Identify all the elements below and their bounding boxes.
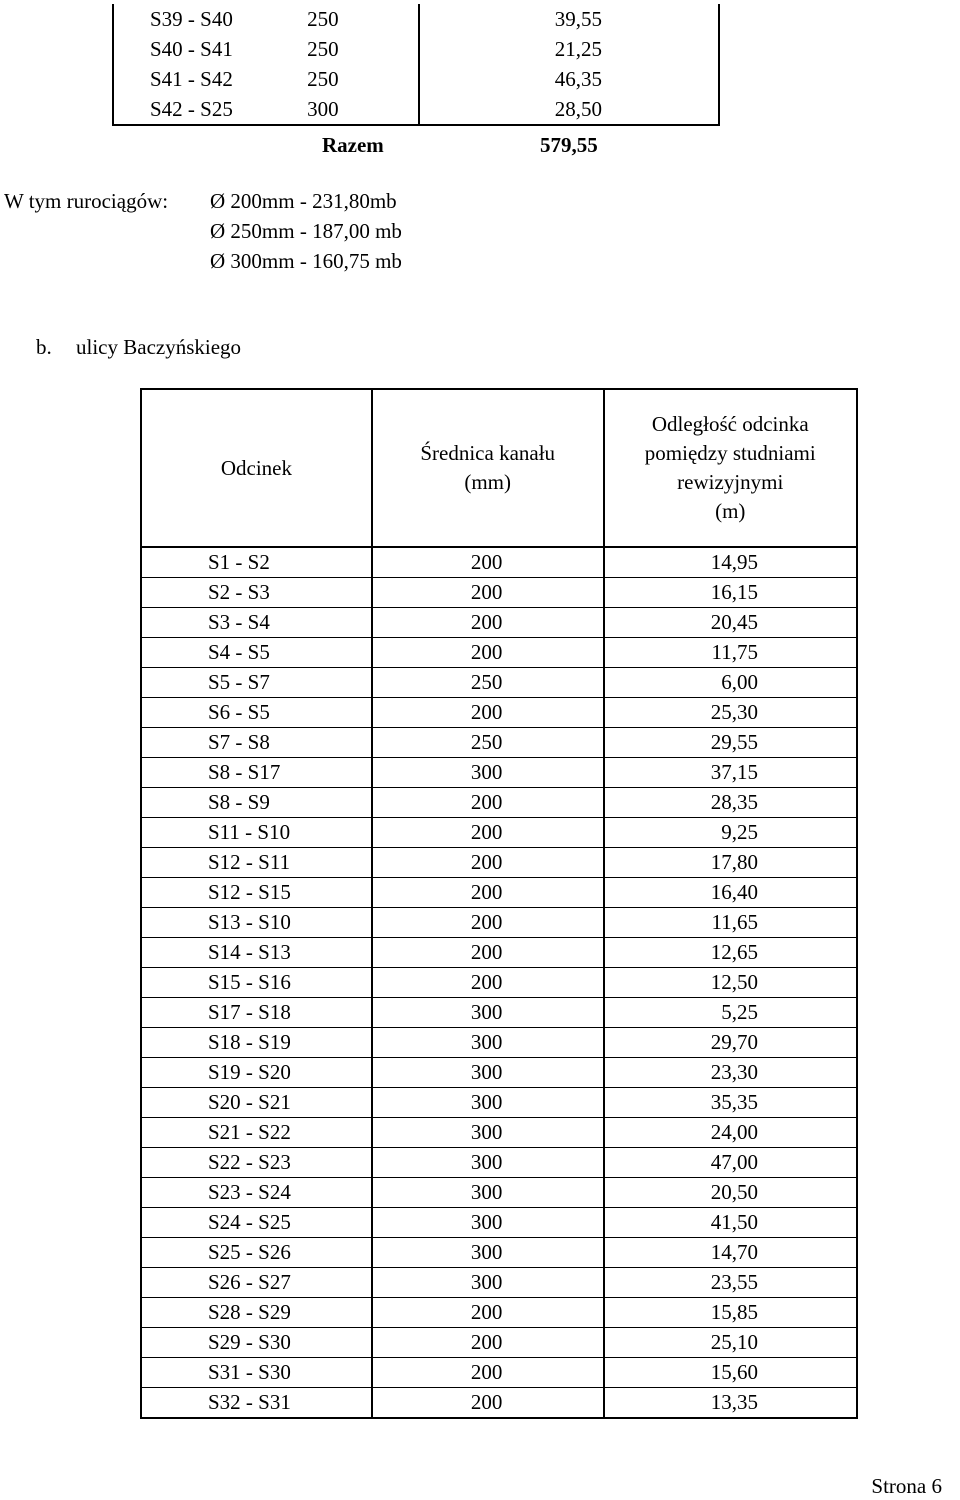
total-row bbox=[0, 130, 960, 160]
header-distance-line: Odległość odcinka bbox=[651, 412, 809, 436]
segment-cell: S5 - S7 bbox=[141, 668, 372, 698]
distance-cell: 15,85 bbox=[604, 1298, 858, 1328]
diameter-cell: 300 bbox=[372, 998, 604, 1028]
diameter-cell: 250 bbox=[307, 67, 339, 91]
distance-cell: 6,00 bbox=[604, 668, 858, 698]
table-row bbox=[141, 1358, 857, 1388]
table-row bbox=[141, 1028, 857, 1058]
diameter-cell: 300 bbox=[372, 1028, 604, 1058]
pipe-line: Ø 300mm - 160,75 mb bbox=[210, 249, 402, 273]
segment-cell: S8 - S9 bbox=[141, 788, 372, 818]
table-row bbox=[141, 578, 857, 608]
segment-cell: S25 - S26 bbox=[141, 1238, 372, 1268]
diameter-cell: 200 bbox=[372, 818, 604, 848]
table-row bbox=[141, 547, 857, 578]
distance-cell: 14,95 bbox=[604, 547, 858, 578]
table-row bbox=[141, 638, 857, 668]
segment-cell: S3 - S4 bbox=[141, 608, 372, 638]
distance-cell: 14,70 bbox=[604, 1238, 858, 1268]
distance-cell: 20,45 bbox=[604, 608, 858, 638]
distance-cell: 47,00 bbox=[604, 1148, 858, 1178]
segment-cell: S11 - S10 bbox=[141, 818, 372, 848]
top-table bbox=[112, 4, 720, 126]
total-label: Razem bbox=[322, 133, 384, 157]
main-table bbox=[140, 388, 858, 1419]
table-row bbox=[141, 938, 857, 968]
page-number: Strona 6 bbox=[871, 1474, 942, 1498]
header-diameter-line: (mm) bbox=[464, 470, 512, 494]
diameter-cell: 200 bbox=[372, 608, 604, 638]
diameter-cell: 200 bbox=[372, 698, 604, 728]
diameter-cell: 300 bbox=[372, 1208, 604, 1238]
diameter-cell: 200 bbox=[372, 1328, 604, 1358]
diameter-cell: 200 bbox=[372, 1358, 604, 1388]
header-segment bbox=[141, 389, 372, 547]
diameter-cell: 200 bbox=[372, 788, 604, 818]
top-table-body bbox=[113, 4, 719, 125]
diameter-cell: 200 bbox=[372, 638, 604, 668]
segment-cell: S20 - S21 bbox=[141, 1088, 372, 1118]
segment-cell: S32 - S31 bbox=[141, 1388, 372, 1419]
segment-cell: S41 - S42 bbox=[113, 64, 283, 94]
table-row bbox=[141, 668, 857, 698]
main-table-head bbox=[141, 389, 857, 547]
segment-cell: S26 - S27 bbox=[141, 1268, 372, 1298]
distance-cell: 9,25 bbox=[604, 818, 858, 848]
table-row bbox=[141, 698, 857, 728]
table-row bbox=[141, 758, 857, 788]
table-row bbox=[141, 1088, 857, 1118]
distance-cell: 23,55 bbox=[604, 1268, 858, 1298]
table-row bbox=[141, 848, 857, 878]
table-row bbox=[141, 1178, 857, 1208]
table-row bbox=[113, 94, 719, 125]
diameter-cell: 300 bbox=[283, 94, 419, 125]
pipe-line: Ø 200mm - 231,80mb bbox=[210, 189, 397, 213]
diameter-cell: 200 bbox=[372, 848, 604, 878]
table-row bbox=[141, 1238, 857, 1268]
header-diameter bbox=[372, 389, 604, 547]
distance-cell: 16,40 bbox=[604, 878, 858, 908]
section-heading bbox=[36, 332, 241, 362]
total-value: 579,55 bbox=[540, 133, 598, 157]
segment-cell: S17 - S18 bbox=[141, 998, 372, 1028]
diameter-cell: 300 bbox=[372, 1148, 604, 1178]
distance-cell: 41,50 bbox=[604, 1208, 858, 1238]
table-row bbox=[141, 728, 857, 758]
distance-cell: 17,80 bbox=[604, 848, 858, 878]
diameter-cell: 300 bbox=[372, 758, 604, 788]
table-row bbox=[141, 1208, 857, 1238]
table-row bbox=[141, 1118, 857, 1148]
distance-cell: 16,15 bbox=[604, 578, 858, 608]
table-row bbox=[141, 1268, 857, 1298]
segment-cell: S18 - S19 bbox=[141, 1028, 372, 1058]
distance-cell: 29,55 bbox=[604, 728, 858, 758]
table-row bbox=[141, 968, 857, 998]
segment-cell: S12 - S15 bbox=[141, 878, 372, 908]
segment-cell: S31 - S30 bbox=[141, 1358, 372, 1388]
header-segment-text: Odcinek bbox=[220, 455, 293, 480]
header-distance-line: (m) bbox=[715, 499, 746, 523]
segment-cell: S14 - S13 bbox=[141, 938, 372, 968]
table-row bbox=[141, 998, 857, 1028]
header-diameter-line: Średnica kanału bbox=[420, 441, 556, 465]
table-row bbox=[141, 1388, 857, 1419]
distance-cell: 29,70 bbox=[604, 1028, 858, 1058]
segment-cell: S1 - S2 bbox=[141, 547, 372, 578]
table-row bbox=[141, 608, 857, 638]
diameter-cell: 250 bbox=[307, 37, 339, 61]
table-row bbox=[141, 1328, 857, 1358]
distance-cell: 11,65 bbox=[604, 908, 858, 938]
table-row bbox=[113, 64, 719, 94]
table-row bbox=[141, 788, 857, 818]
diameter-cell: 200 bbox=[372, 968, 604, 998]
segment-cell: S13 - S10 bbox=[141, 908, 372, 938]
pipes-label: W tym rurociągów: bbox=[4, 189, 169, 213]
diameter-cell: 300 bbox=[372, 1238, 604, 1268]
diameter-cell: 200 bbox=[372, 878, 604, 908]
distance-cell: 13,35 bbox=[604, 1388, 858, 1419]
section-title: ulicy Baczyńskiego bbox=[76, 335, 242, 359]
diameter-cell: 200 bbox=[372, 938, 604, 968]
diameter-cell: 200 bbox=[372, 1388, 604, 1419]
segment-cell: S42 - S25 bbox=[113, 94, 283, 125]
diameter-cell: 200 bbox=[372, 578, 604, 608]
diameter-cell: 250 bbox=[372, 668, 604, 698]
distance-cell: 37,15 bbox=[604, 758, 858, 788]
segment-cell: S19 - S20 bbox=[141, 1058, 372, 1088]
diameter-cell: 300 bbox=[372, 1268, 604, 1298]
distance-cell: 39,55 bbox=[419, 4, 719, 34]
distance-cell: 15,60 bbox=[604, 1358, 858, 1388]
distance-cell: 24,00 bbox=[604, 1118, 858, 1148]
distance-cell: 11,75 bbox=[604, 638, 858, 668]
diameter-cell: 300 bbox=[372, 1178, 604, 1208]
header-distance bbox=[604, 389, 858, 547]
segment-cell: S6 - S5 bbox=[141, 698, 372, 728]
diameter-cell: 200 bbox=[372, 547, 604, 578]
table-row bbox=[141, 1058, 857, 1088]
section-number: b. bbox=[36, 335, 52, 359]
diameter-cell: 300 bbox=[372, 1118, 604, 1148]
table-row bbox=[113, 34, 719, 64]
distance-cell: 5,25 bbox=[604, 998, 858, 1028]
main-table-body bbox=[141, 547, 857, 1418]
segment-cell: S15 - S16 bbox=[141, 968, 372, 998]
header-row bbox=[141, 389, 857, 547]
distance-cell: 25,10 bbox=[604, 1328, 858, 1358]
distance-cell: 20,50 bbox=[604, 1178, 858, 1208]
diameter-cell: 250 bbox=[372, 728, 604, 758]
pipe-line: Ø 250mm - 187,00 mb bbox=[210, 219, 402, 243]
segment-cell: S22 - S23 bbox=[141, 1148, 372, 1178]
table-row bbox=[141, 1148, 857, 1178]
distance-cell: 21,25 bbox=[419, 34, 719, 64]
diameter-cell: 250 bbox=[307, 7, 339, 31]
diameter-cell: 300 bbox=[372, 1088, 604, 1118]
distance-cell: 28,35 bbox=[604, 788, 858, 818]
header-distance-line: rewizyjnymi bbox=[677, 470, 784, 494]
segment-cell: S39 - S40 bbox=[113, 4, 283, 34]
distance-cell: 28,50 bbox=[419, 94, 719, 125]
segment-cell: S24 - S25 bbox=[141, 1208, 372, 1238]
segment-cell: S40 - S41 bbox=[113, 34, 283, 64]
distance-cell: 35,35 bbox=[604, 1088, 858, 1118]
segment-cell: S29 - S30 bbox=[141, 1328, 372, 1358]
segment-cell: S4 - S5 bbox=[141, 638, 372, 668]
distance-cell: 25,30 bbox=[604, 698, 858, 728]
table-row bbox=[141, 878, 857, 908]
segment-cell: S7 - S8 bbox=[141, 728, 372, 758]
distance-cell: 12,50 bbox=[604, 968, 858, 998]
segment-cell: S2 - S3 bbox=[141, 578, 372, 608]
table-row bbox=[141, 818, 857, 848]
distance-cell: 12,65 bbox=[604, 938, 858, 968]
diameter-cell: 200 bbox=[372, 908, 604, 938]
distance-cell: 46,35 bbox=[419, 64, 719, 94]
segment-cell: S23 - S24 bbox=[141, 1178, 372, 1208]
distance-cell: 23,30 bbox=[604, 1058, 858, 1088]
segment-cell: S12 - S11 bbox=[141, 848, 372, 878]
header-distance-line: pomiędzy studniami bbox=[644, 441, 816, 465]
segment-cell: S8 - S17 bbox=[141, 758, 372, 788]
segment-cell: S21 - S22 bbox=[141, 1118, 372, 1148]
table-row bbox=[141, 1298, 857, 1328]
segment-cell: S28 - S29 bbox=[141, 1298, 372, 1328]
table-row bbox=[113, 4, 719, 34]
diameter-cell: 200 bbox=[372, 1298, 604, 1328]
table-row bbox=[141, 908, 857, 938]
diameter-cell: 300 bbox=[372, 1058, 604, 1088]
